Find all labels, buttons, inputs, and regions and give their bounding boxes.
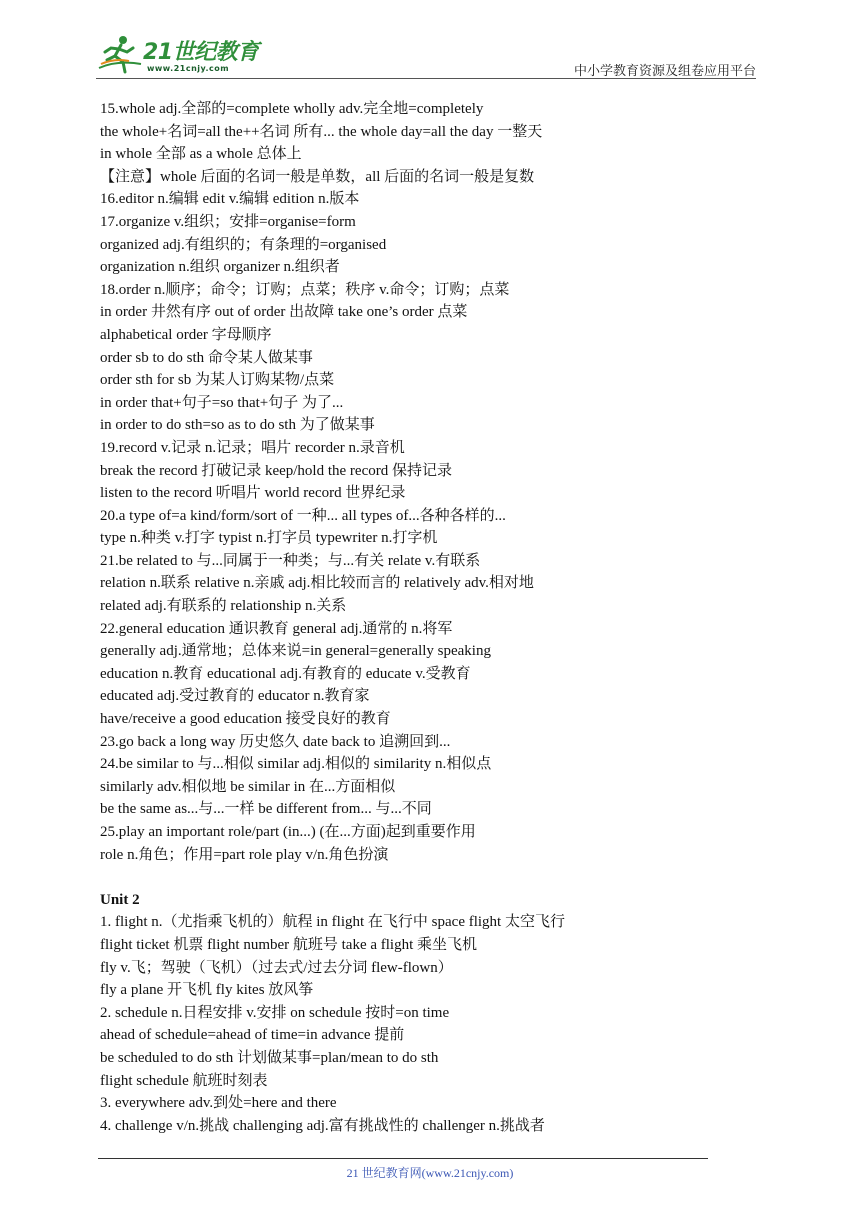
note-line: 24.be similar to 与...相似 similar adj.相似的 similarity n.相似点 bbox=[100, 756, 492, 773]
logo-url: www.21cnjy.com bbox=[147, 64, 230, 73]
note-line: organization n.组织 organizer n.组织者 bbox=[100, 259, 340, 276]
note-line: in order to do sth=so as to do sth 为了做某事 bbox=[100, 417, 375, 434]
note-line: organized adj.有组织的；有条理的=organised bbox=[100, 236, 387, 253]
note-line: order sth for sb 为某人订购某物/点菜 bbox=[100, 372, 335, 389]
note-line: in order 井然有序 out of order 出故障 take one’s order 点菜 bbox=[100, 304, 468, 321]
note-line: 20.a type of=a kind/form/sort of 一种... all types of...各种各样的... bbox=[100, 507, 506, 524]
note-line: 23.go back a long way 历史悠久 date back to 追溯回到... bbox=[100, 733, 451, 750]
note-line: be scheduled to do sth 计划做某事=plan/mean to do sth bbox=[100, 1049, 439, 1066]
note-line: break the record 打破记录 keep/hold the record 保持记录 bbox=[100, 462, 452, 479]
note-line: order sb to do sth 命令某人做某事 bbox=[100, 349, 313, 366]
note-line: be the same as...与...一样 be different from... 与...不同 bbox=[100, 801, 432, 818]
note-line: educated adj.受过教育的 educator n.教育家 bbox=[100, 688, 370, 705]
vocabulary-notes bbox=[100, 98, 760, 1137]
note-line: education n.教育 educational adj.有教育的 educate v.受教育 bbox=[100, 665, 471, 682]
note-line: 21.be related to 与...同属于一种类；与...有关 relate v.有联系 bbox=[100, 552, 481, 569]
note-line: have/receive a good education 接受良好的教育 bbox=[100, 711, 391, 728]
note-line: 19.record v.记录 n.记录；唱片 recorder n.录音机 bbox=[100, 439, 405, 456]
logo-text: 21世纪教育 bbox=[143, 40, 259, 65]
note-line: 1. flight n.（尤指乘飞机的）航程 in flight 在飞行中 space flight 太空飞行 bbox=[100, 914, 565, 931]
unit-heading: Unit 2 bbox=[100, 891, 140, 908]
platform-title: 中小学教育资源及组卷应用平台 bbox=[573, 64, 756, 79]
note-line: generally adj.通常地；总体来说=in general=generally speaking bbox=[100, 643, 491, 660]
running-figure-icon bbox=[95, 34, 145, 76]
note-line: alphabetical order 字母顺序 bbox=[100, 326, 272, 343]
site-logo[interactable] bbox=[95, 34, 265, 78]
note-line: in whole 全部 as a whole 总体上 bbox=[100, 146, 302, 163]
footer-divider bbox=[98, 1158, 708, 1159]
note-line: fly v.飞；驾驶（飞机）（过去式/过去分词 flew-flown） bbox=[100, 959, 453, 976]
note-line: 【注意】whole 后面的名词一般是单数，all 后面的名词一般是复数 bbox=[100, 168, 535, 185]
note-line: 18.order n.顺序；命令；订购；点菜；秩序 v.命令；订购；点菜 bbox=[100, 281, 510, 298]
note-line: 2. schedule n.日程安排 v.安排 on schedule 按时=on time bbox=[100, 1004, 450, 1021]
blank-line bbox=[100, 866, 760, 889]
note-line: 3. everywhere adv.到处=here and there bbox=[100, 1095, 337, 1112]
note-line: listen to the record 听唱片 world record 世界纪录 bbox=[100, 485, 406, 502]
page-footer[interactable]: 21 世纪教育网(www.21cnjy.com) bbox=[346, 1166, 514, 1180]
note-line: type n.种类 v.打字 typist n.打字员 typewriter n.打字机 bbox=[100, 530, 438, 547]
note-line: 25.play an important role/part (in...) (在...方面)起到重要作用 bbox=[100, 824, 476, 840]
note-line: in order that+句子=so that+句子 为了... bbox=[100, 394, 344, 411]
page-header bbox=[0, 0, 860, 82]
note-line: role n.角色；作用=part role play v/n.角色扮演 bbox=[100, 846, 389, 863]
note-line: relation n.联系 relative n.亲戚 adj.相比较而言的 relatively adv.相对地 bbox=[100, 575, 534, 592]
header-divider bbox=[96, 78, 756, 79]
note-line: flight ticket 机票 flight number 航班号 take a flight 乘坐飞机 bbox=[100, 936, 478, 953]
note-line: 4. challenge v/n.挑战 challenging adj.富有挑战性的 challenger n.挑战者 bbox=[100, 1117, 545, 1134]
note-line: fly a plane 开飞机 fly kites 放风筝 bbox=[100, 982, 314, 999]
note-line: the whole+名词=all the++名词 所有... the whole day=all the day 一整天 bbox=[100, 123, 543, 140]
note-line: ahead of schedule=ahead of time=in advance 提前 bbox=[100, 1027, 405, 1044]
note-line: 17.organize v.组织；安排=organise=form bbox=[100, 213, 356, 230]
note-line: related adj.有联系的 relationship n.关系 bbox=[100, 598, 347, 615]
note-line: 16.editor n.编辑 edit v.编辑 edition n.版本 bbox=[100, 191, 360, 208]
note-line: 22.general education 通识教育 general adj.通常的 n.将军 bbox=[100, 620, 453, 637]
note-line: similarly adv.相似地 be similar in 在...方面相似 bbox=[100, 778, 396, 795]
note-line: 15.whole adj.全部的=complete wholly adv.完全地=completely bbox=[100, 101, 484, 117]
note-line: flight schedule 航班时刻表 bbox=[100, 1072, 268, 1089]
